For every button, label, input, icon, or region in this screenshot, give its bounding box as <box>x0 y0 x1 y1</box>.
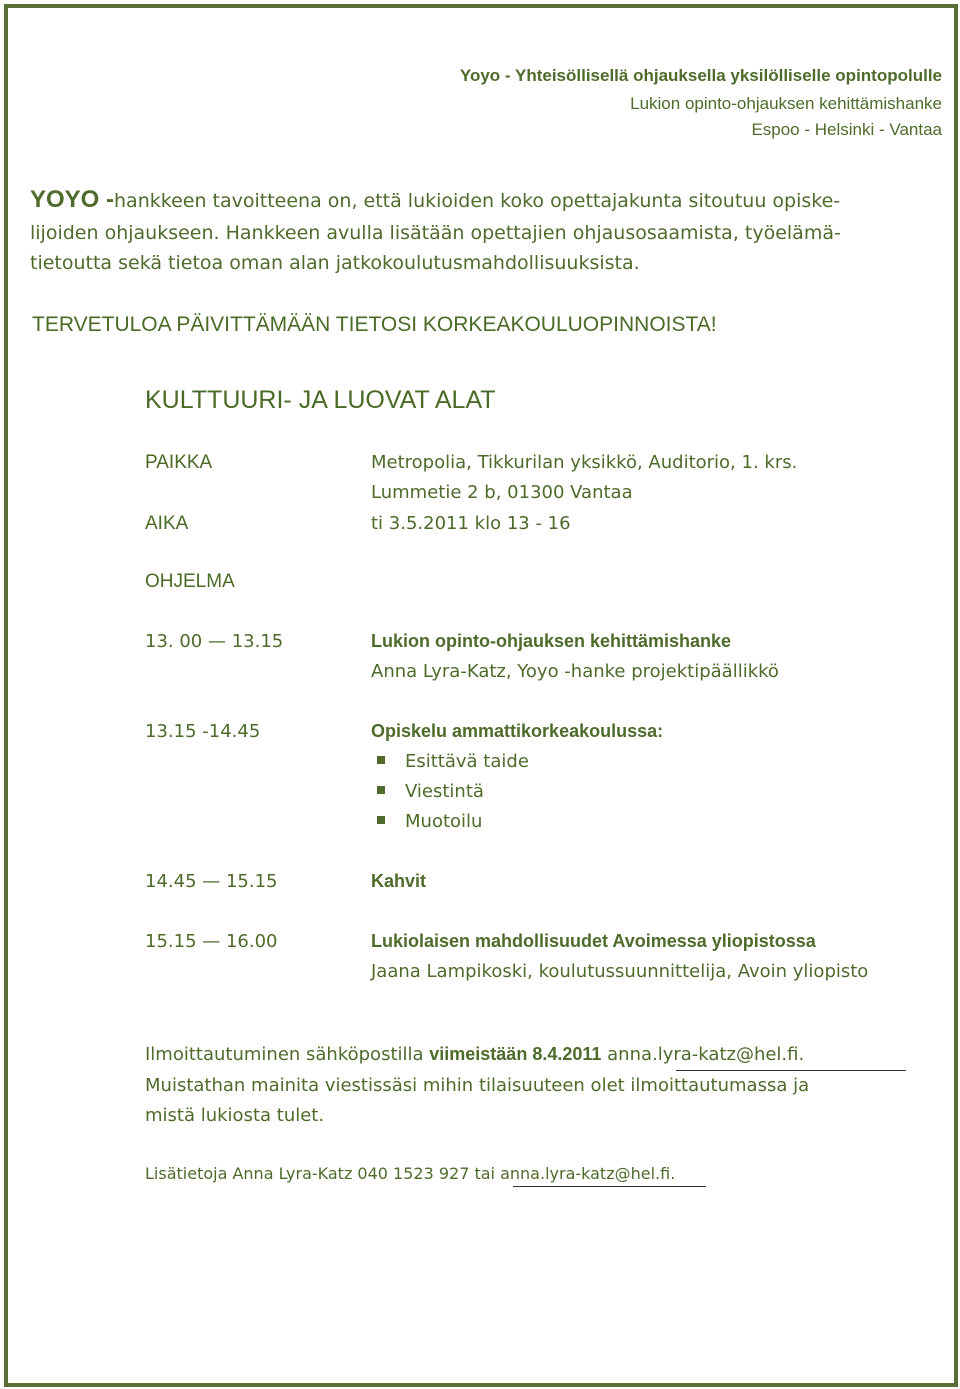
time-value: ti 3.5.2011 klo 13 - 16 <box>371 513 571 534</box>
program-time: 15.15 — 16.00 <box>145 931 278 952</box>
contact-email-underline <box>513 1186 706 1187</box>
intro-line-2: lijoiden ohjaukseen. Hankkeen avulla lisätään opettajien ohjausosaamista, työelämä- <box>30 222 841 244</box>
header-subtitle: Lukion opinto-ohjauksen kehittämishanke <box>630 94 942 113</box>
contact-text: Lisätietoja Anna Lyra-Katz 040 1523 927 tai <box>145 1164 501 1183</box>
contact-email-link[interactable]: anna.lyra-katz@hel.fi. <box>500 1164 676 1183</box>
program-title: Kahvit <box>371 871 427 891</box>
place-label: PAIKKA <box>145 452 213 473</box>
contact-line <box>145 1164 675 1183</box>
bullet-label: Muotoilu <box>405 811 483 832</box>
program-title: Lukiolaisen mahdollisuudet Avoimessa yliopistossa <box>371 931 816 951</box>
registration-line-3: mistä lukiosta tulet. <box>145 1105 325 1126</box>
place-line-1: Metropolia, Tikkurilan yksikkö, Auditorio, 1. krs. <box>371 452 798 473</box>
registration-line-2: Muistathan mainita viestissäsi mihin tilaisuuteen olet ilmoittautumassa ja <box>145 1075 810 1096</box>
registration-line-1 <box>145 1044 804 1065</box>
bullet-square-icon <box>377 756 385 764</box>
program-heading: OHJELMA <box>145 571 235 592</box>
event-title: KULTTUURI- JA LUOVAT ALAT <box>145 386 496 414</box>
program-time: 14.45 — 15.15 <box>145 871 278 892</box>
bullet-square-icon <box>377 786 385 794</box>
header-cities: Espoo - Helsinki - Vantaa <box>751 120 942 139</box>
intro-line-3: tietoutta sekä tietoa oman alan jatkokoulutusmahdollisuuksista. <box>30 252 640 274</box>
registration-deadline: viimeistään 8.4.2011 <box>429 1044 602 1064</box>
email-underline <box>676 1070 906 1071</box>
program-title: Lukion opinto-ohjauksen kehittämishanke <box>371 631 732 651</box>
place-line-2: Lummetie 2 b, 01300 Vantaa <box>371 482 633 503</box>
bullet-label: Esittävä taide <box>405 751 529 772</box>
program-time: 13.15 -14.45 <box>145 721 261 742</box>
registration-email-link[interactable]: anna.lyra-katz@hel.fi. <box>607 1044 805 1065</box>
program-speaker: Anna Lyra-Katz, Yoyo -hanke projektipäällikkö <box>371 661 779 682</box>
intro-line-1 <box>30 186 840 214</box>
program-title: Opiskelu ammattikorkeakoulussa: <box>371 721 664 741</box>
intro-text-1: hankkeen tavoitteena on, että lukioiden koko opettajakunta sitoutuu opiske- <box>114 190 841 212</box>
time-label: AIKA <box>145 513 189 534</box>
welcome-heading: TERVETULOA PÄIVITTÄMÄÄN TIETOSI KORKEAKOULUOPINNOISTA! <box>32 313 717 336</box>
bullet-square-icon <box>377 816 385 824</box>
program-bullet <box>377 811 482 832</box>
program-bullet <box>377 751 529 772</box>
program-speaker: Jaana Lampikoski, koulutussuunnittelija, Avoin yliopisto <box>371 961 869 982</box>
program-bullet <box>377 781 484 802</box>
intro-yoyo: YOYO - <box>30 186 115 213</box>
registration-text: Ilmoittautuminen sähköpostilla <box>145 1044 430 1065</box>
bullet-label: Viestintä <box>405 781 484 802</box>
program-time: 13. 00 — 13.15 <box>145 631 284 652</box>
header-project-name: Yoyo - Yhteisöllisellä ohjauksella yksilölliselle opintopolulle <box>459 66 942 85</box>
